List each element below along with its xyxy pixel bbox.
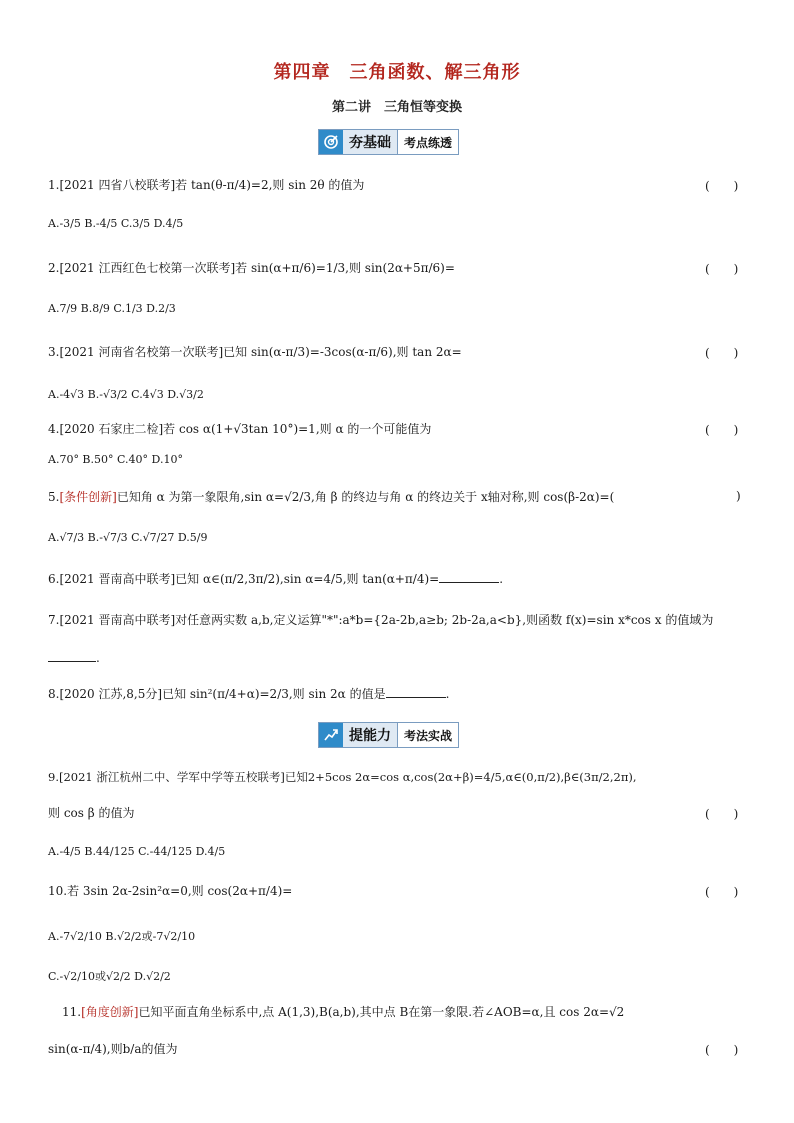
question-text: 已知角 α 为第一象限角,sin α=√2/3,角 β 的终边与角 α 的终边关于 x轴对称,则 cos(β-2α)=(	[116, 490, 615, 504]
answer-paren: ( )	[705, 885, 739, 899]
question-7-blank: .	[48, 650, 100, 666]
question-4-options: A.70° B.50° C.40° D.10°	[48, 453, 183, 466]
question-4-stem: 4.[2020 石家庄二检]若 cos α(1+√3tan 10°)=1,则 α 的一个可能值为	[48, 422, 432, 436]
question-8-stem: 8.[2020 江苏,8,5分]已知 sin²(π/4+α)=2/3,则 sin 2α 的值是 .	[48, 687, 450, 701]
question-1-stem: 1.[2021 四省八校联考]若 tan(θ-π/4)=2,则 sin 2θ 的值为	[48, 178, 365, 192]
question-11-stem-cont: sin(α-π/4),则b/a的值为	[48, 1042, 178, 1056]
question-text: 8.[2020 江苏,8,5分]已知 sin²(π/4+α)=2/3,则 sin 2α 的值是	[48, 687, 386, 701]
question-number: 5.	[48, 490, 60, 504]
question-10-stem: 10.若 3sin 2α-2sin²α=0,则 cos(2α+π/4)=	[48, 884, 293, 898]
question-text: 已知平面直角坐标系中,点 A(1,3),B(a,b),其中点 B在第一象限.若∠AOB=α,且 cos 2α=√2	[138, 1005, 625, 1019]
question-text: 6.[2021 晋南高中联考]已知 α∈(π/2,3π/2),sin α=4/5,则 tan(α+π/4)=	[48, 572, 440, 586]
answer-paren: ( )	[705, 1043, 739, 1057]
question-10-options-ab: A.-7√2/10 B.√2/2或-7√2/10	[48, 930, 196, 943]
question-3-stem: 3.[2021 河南省名校第一次联考]已知 sin(α-π/3)=-3cos(α-π/6),则 tan 2α=	[48, 345, 462, 359]
section-subtitle: 考点练透	[397, 130, 458, 154]
answer-blank	[439, 572, 499, 583]
question-9-stem: 9.[2021 浙江杭州二中、学军中学等五校联考]已知2+5cos 2α=cos α,cos(2α+β)=4/5,α∈(0,π/2),β∈(3π/2,2π),	[48, 770, 637, 784]
answer-paren: ( )	[705, 423, 739, 437]
section-title: 夯基础	[343, 130, 397, 154]
trend-up-icon	[319, 723, 343, 747]
answer-paren: ( )	[705, 179, 739, 193]
question-5-stem	[48, 489, 614, 505]
lecture-title: 第二讲 三角恒等变换	[331, 100, 462, 115]
question-2-stem: 2.[2021 江西红色七校第一次联考]若 sin(α+π/6)=1/3,则 sin(2α+5π/6)=	[48, 261, 455, 275]
question-9-stem-cont: 则 cos β 的值为	[48, 806, 135, 820]
question-7-stem: 7.[2021 晋南高中联考]对任意两实数 a,b,定义运算"*":a*b={2a-2b,a≥b; 2b-2a,a<b},则函数 f(x)=sin x*cos x 的值域为	[48, 613, 714, 627]
section-banner-basic	[318, 129, 459, 155]
question-6-stem: 6.[2021 晋南高中联考]已知 α∈(π/2,3π/2),sin α=4/5,则 tan(α+π/4)= .	[48, 572, 504, 586]
question-9-options: A.-4/5 B.44/125 C.-44/125 D.4/5	[48, 845, 226, 858]
question-11-stem	[62, 1004, 624, 1020]
question-5-options: A.√7/3 B.-√7/3 C.√7/27 D.5/9	[48, 531, 208, 544]
section-subtitle: 考法实战	[397, 723, 458, 747]
answer-paren: ( )	[705, 807, 739, 821]
section-title: 提能力	[343, 723, 397, 747]
target-icon	[319, 130, 343, 154]
chapter-title: 第四章 三角函数、解三角形	[273, 62, 521, 83]
question-3-options: A.-4√3 B.-√3/2 C.4√3 D.√3/2	[48, 388, 204, 401]
question-10-options-cd: C.-√2/10或√2/2 D.√2/2	[48, 970, 171, 983]
answer-blank	[48, 651, 96, 662]
innovation-tag: [条件创新]	[59, 490, 117, 504]
section-banner-advanced	[318, 722, 459, 748]
question-2-options: A.7/9 B.8/9 C.1/3 D.2/3	[48, 302, 176, 315]
answer-blank	[386, 687, 446, 698]
answer-paren-close: )	[736, 489, 741, 503]
answer-paren: ( )	[705, 346, 739, 360]
question-1-options: A.-3/5 B.-4/5 C.3/5 D.4/5	[48, 217, 184, 230]
question-number: 11.	[62, 1005, 82, 1019]
answer-paren: ( )	[705, 262, 739, 276]
innovation-tag: [角度创新]	[81, 1005, 139, 1019]
